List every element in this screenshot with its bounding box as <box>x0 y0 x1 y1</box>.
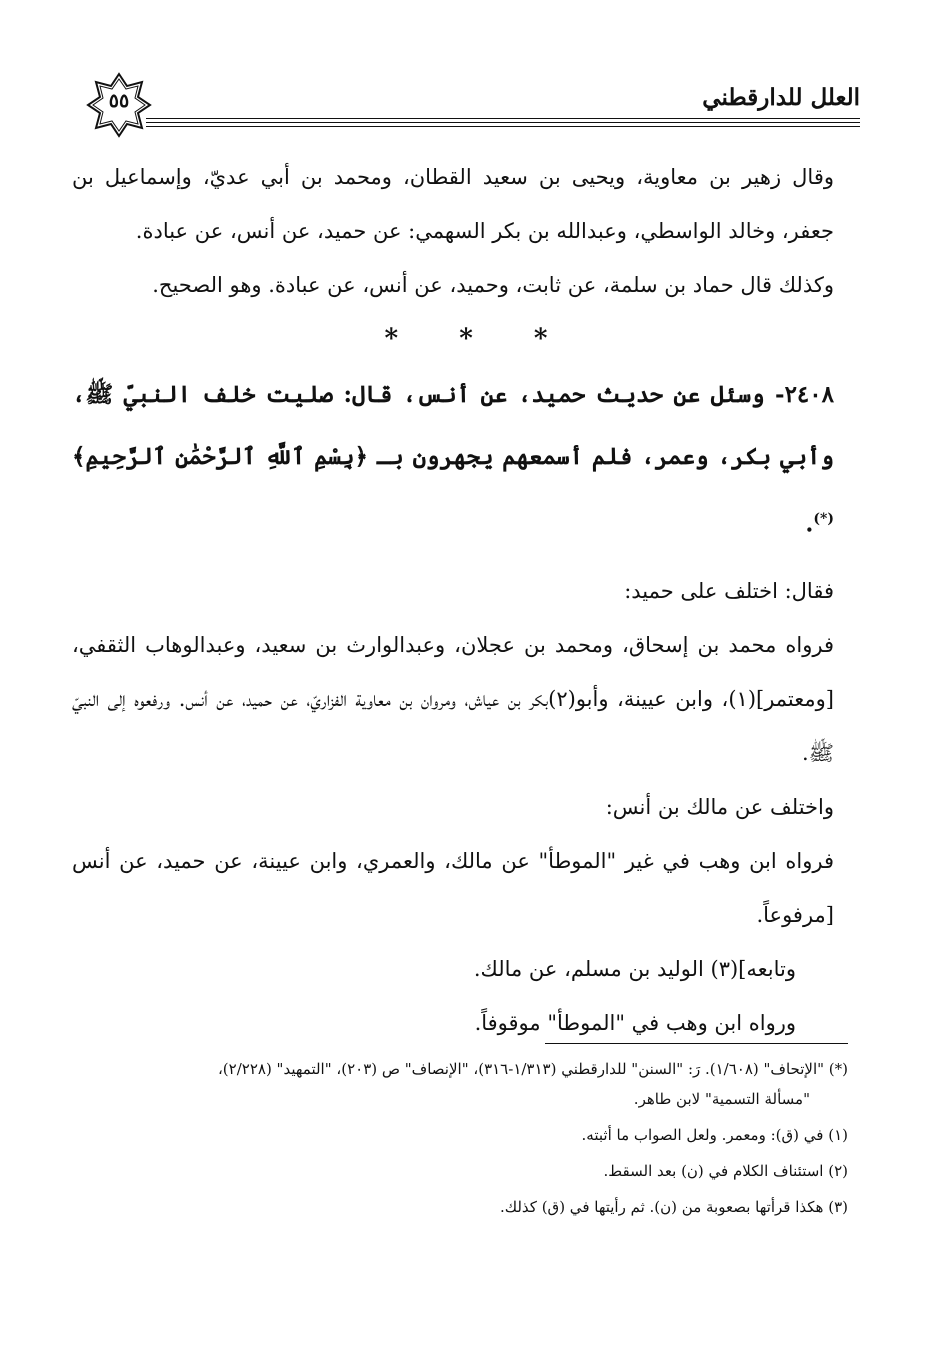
footnote-ref: (*) <box>813 511 834 527</box>
footnote: (٣) هكذا قرأتها بصعوبة من (ن). ثم رأيتها في (ق) كذلك. <box>499 1198 848 1216</box>
paragraph: واختلف عن مالك بن أنس: <box>605 794 834 819</box>
paragraph: ورواه ابن وهب في "الموطأ" موقوفاً. <box>474 1010 796 1035</box>
paragraph: فقال: اختلف على حميد: <box>624 578 834 603</box>
header-rule <box>146 126 860 127</box>
paragraph: فرواه محمد بن إسحاق، ومحمد بن عجلان، وعبدالوارث بن سعيد، وعبدالوهاب الثقفي، [ومعتمر](١)، وابن عيينة، وأبو(٢)بكر بن عياش، ومروان بن معاوية الفزاريّ، عن حميد، عن أنس. ورفعوه إلى النبيّ ﷺ. <box>72 632 834 765</box>
section-separator <box>72 322 860 356</box>
footnote <box>72 1054 848 1114</box>
separator-star: * <box>533 324 548 354</box>
page-header <box>70 62 860 142</box>
paragraph: وكذلك قال حماد بن سلمة، عن ثابت، وحميد، عن أنس، عن عبادة. وهو الصحيح. <box>152 273 834 297</box>
main-text <box>72 150 860 1050</box>
entry-heading: ٢٤٠٨- وسئل عن حديث حميد، عن أنس، قال: صليت خلف النبيّ ﷺ، وأبي بكر، وعمر، فلم أسمعهم يجهرون بـ ﴿بِسْمِ ٱللَّهِ ٱلرَّحْمَٰنِ ٱلرَّحِيمِ﴾(*). <box>72 381 834 538</box>
footnote: (٢) استئناف الكلام في (ن) بعد السقط. <box>603 1162 848 1180</box>
footnote-separator <box>545 1043 848 1044</box>
header-rule <box>146 118 860 119</box>
book-title: العلل للدارقطني <box>702 84 860 111</box>
footnotes <box>72 1054 848 1228</box>
footnote: (١) في (ق): ومعمر. ولعل الصواب ما أثبته. <box>581 1126 848 1144</box>
paragraph: فرواه ابن وهب في غير "الموطأ" عن مالك، والعمري، وابن عيينة، عن حميد، عن أنس [مرفوعاً. <box>72 848 834 927</box>
footnote-continuation: "مسألة التسمية" لابن طاهر. <box>633 1090 810 1108</box>
separator-star: * <box>384 324 399 354</box>
header-rule <box>146 122 860 123</box>
separator-star: * <box>459 324 473 354</box>
entry-text: ٢٤٠٨- وسئل عن حديث حميد، عن أنس، قال: صليت خلف النبيّ ﷺ، وأبي بكر، وعمر، فلم أسمعهم يجهرون بـ ﴿بِسْمِ ٱللَّهِ ٱلرَّحْمَٰنِ ٱلرَّحِيمِ﴾ <box>72 381 834 470</box>
page-number-badge <box>86 72 152 138</box>
paragraph: وتابعه](٣) الوليد بن مسلم، عن مالك. <box>473 956 796 981</box>
page-number: ٥٥ <box>108 90 130 112</box>
paragraph: وقال زهير بن معاوية، ويحيى بن سعيد القطان، ومحمد بن أبي عديّ، وإسماعيل بن جعفر، وخالد الواسطي، وعبدالله بن بكر السهمي: عن حميد، عن أنس، عن عبادة. <box>72 165 834 243</box>
footnote-star: (*) "الإتحاف" (١/٦٠٨). رَ: "السنن" للدارقطني (١/٣١٣-٣١٦)، "الإنصاف" ص (٢٠٣)، "التمهيد" (٢/٢٢٨)، <box>217 1060 848 1078</box>
